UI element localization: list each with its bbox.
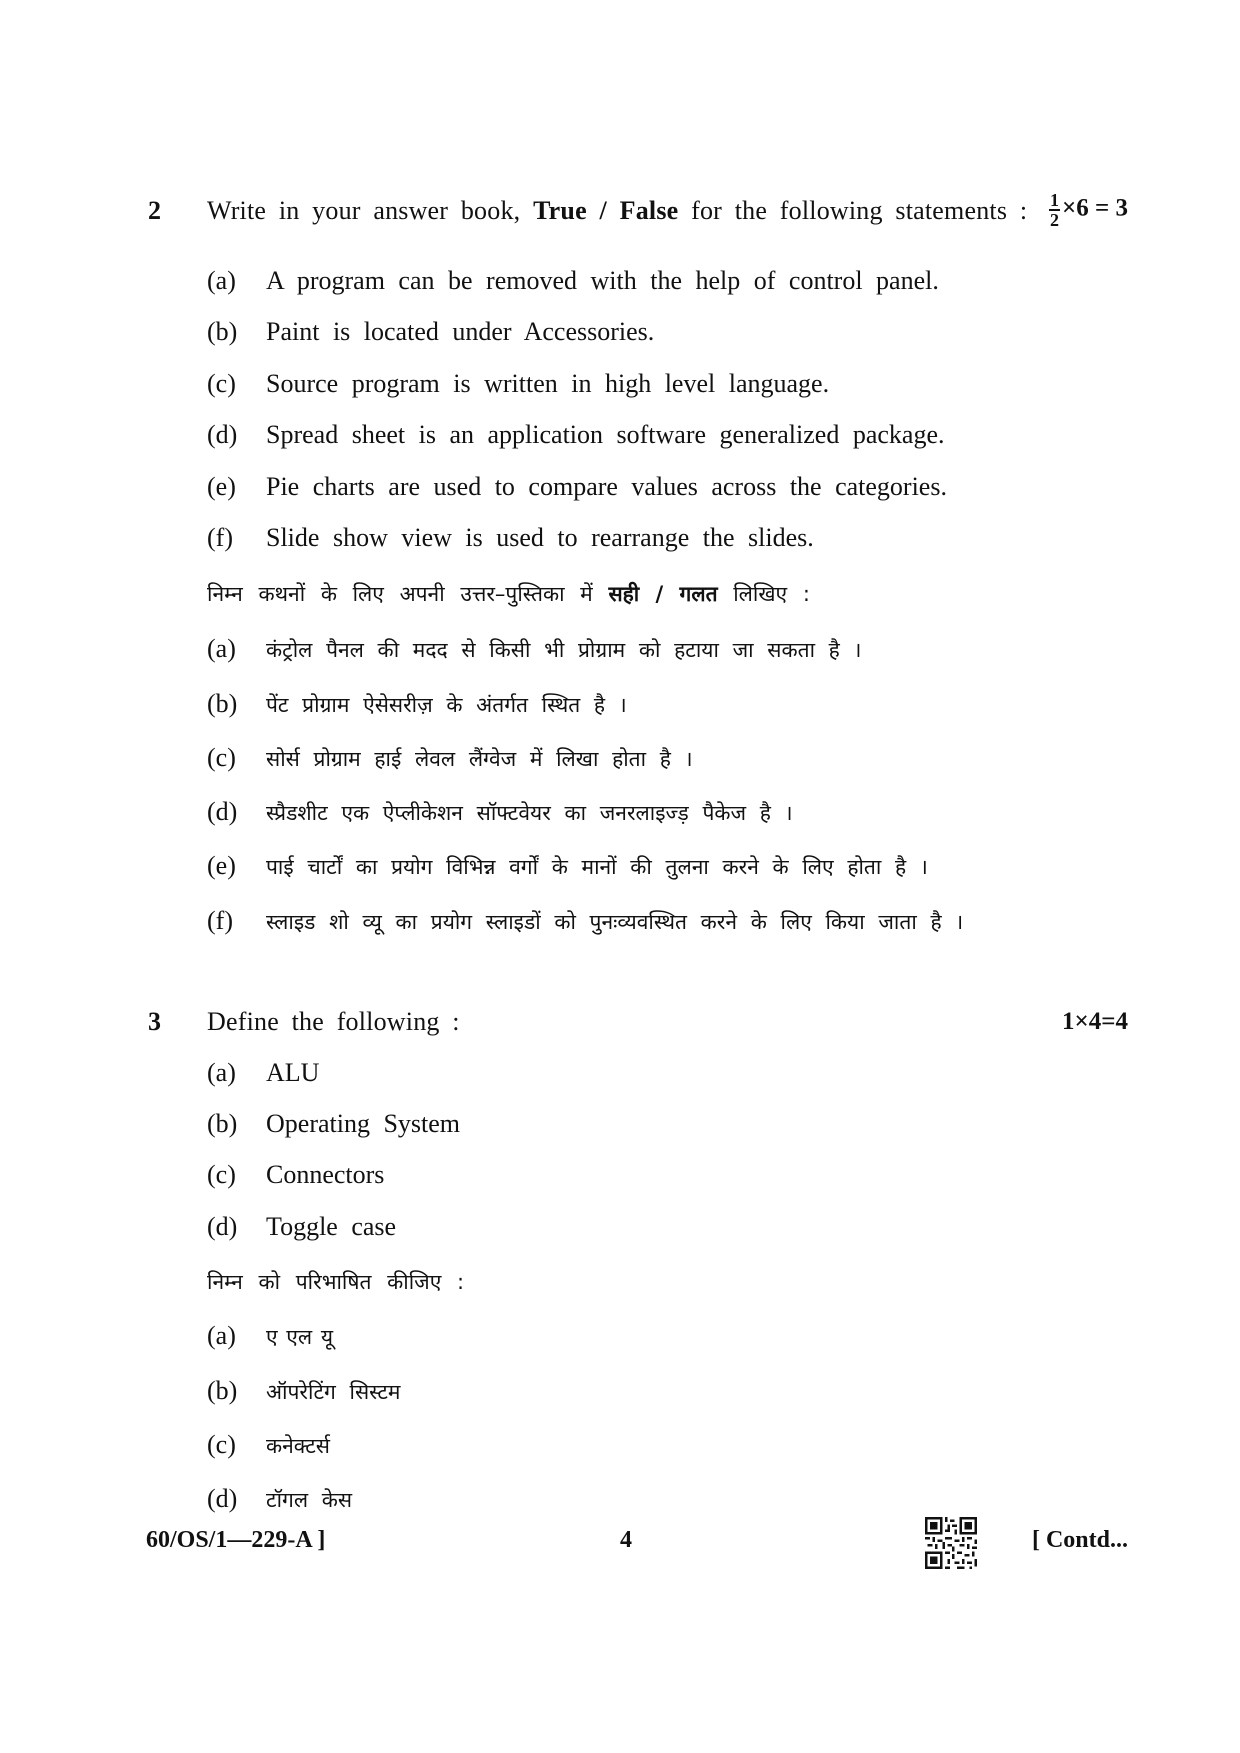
item-label: (b) xyxy=(207,1376,238,1405)
list-item xyxy=(207,266,939,300)
question-3-marks: 1×4=4 xyxy=(1062,1008,1128,1035)
item-text: Source program is written in high level language. xyxy=(266,369,830,398)
item-text: Pie charts are used to compare values across the categories. xyxy=(266,472,947,501)
qr-code-icon xyxy=(925,1517,977,1569)
item-label: (d) xyxy=(207,797,238,826)
list-item xyxy=(207,317,654,351)
list-item xyxy=(207,797,793,831)
list-item xyxy=(207,851,928,885)
item-text: सोर्स प्रोग्राम हाई लेवल लैंग्वेज में लिखा होता है । xyxy=(266,747,693,771)
item-label: (f) xyxy=(207,523,233,552)
item-text: ए एल यू xyxy=(266,1325,333,1349)
item-label: (c) xyxy=(207,1160,236,1189)
question-2-prompt-bold: True / False xyxy=(533,196,679,225)
item-label: (e) xyxy=(207,851,236,880)
list-item xyxy=(207,1430,330,1464)
question-2-prompt-pre: Write in your answer book, xyxy=(207,196,521,225)
item-label: (d) xyxy=(207,420,238,449)
item-text: Paint is located under Accessories. xyxy=(266,317,655,346)
list-item xyxy=(207,634,861,668)
item-text: टॉगल केस xyxy=(266,1488,353,1512)
question-3-prompt: Define the following : xyxy=(207,1007,460,1036)
question-2-prompt-post: for the following statements : xyxy=(691,196,1028,225)
marks-fraction-denominator: 2 xyxy=(1050,210,1059,230)
hindi-prompt-pre: निम्न कथनों के लिए अपनी उत्तर–पुस्तिका में xyxy=(207,582,593,606)
item-text: Spread sheet is an application software generalized package. xyxy=(266,420,945,449)
item-text: Toggle case xyxy=(266,1212,397,1241)
item-label: (d) xyxy=(207,1212,238,1241)
item-text: स्प्रैडशीट एक ऐप्लीकेशन सॉफ्टवेयर का जनरलाइज्ड़ पैकेज है । xyxy=(266,801,793,825)
page-number: 4 xyxy=(620,1527,632,1553)
list-item xyxy=(207,420,945,454)
item-text: A program can be removed with the help of control panel. xyxy=(266,266,939,295)
list-item xyxy=(207,472,947,506)
list-item xyxy=(207,1321,333,1355)
list-item xyxy=(207,1484,352,1518)
item-label: (c) xyxy=(207,1430,236,1459)
item-text: Connectors xyxy=(266,1160,385,1189)
continued-marker: [ Contd... xyxy=(1031,1527,1128,1553)
item-text: Slide show view is used to rearrange the slides. xyxy=(266,523,814,552)
question-2-hindi-prompt xyxy=(207,580,810,608)
item-label: (b) xyxy=(207,317,238,346)
question-3-hindi-prompt: निम्न को परिभाषित कीजिए : xyxy=(207,1270,465,1294)
list-item xyxy=(207,743,693,777)
item-label: (c) xyxy=(207,743,236,772)
list-item xyxy=(207,689,627,723)
item-label: (c) xyxy=(207,369,236,398)
question-3-number: 3 xyxy=(148,1007,161,1036)
item-text: कंट्रोल पैनल की मदद से किसी भी प्रोग्राम को हटाया जा सकता है । xyxy=(266,638,862,662)
list-item xyxy=(207,1212,396,1246)
list-item xyxy=(207,1109,460,1143)
marks-fraction xyxy=(1049,191,1060,229)
item-text: ऑपरेटिंग सिस्टम xyxy=(266,1380,401,1404)
list-item xyxy=(207,523,814,557)
item-text: Operating System xyxy=(266,1109,461,1138)
item-label: (a) xyxy=(207,266,236,295)
item-label: (d) xyxy=(207,1484,238,1513)
hindi-prompt-post: लिखिए : xyxy=(733,582,810,606)
item-label: (b) xyxy=(207,689,238,718)
item-text: ALU xyxy=(266,1058,320,1087)
item-text: स्लाइड शो व्यू का प्रयोग स्लाइडों को पुनःव्यवस्थित करने के लिए किया जाता है । xyxy=(266,910,964,934)
item-label: (b) xyxy=(207,1109,238,1138)
paper-code: 60/OS/1—229-A ] xyxy=(146,1527,326,1553)
list-item xyxy=(207,1160,384,1194)
item-text: पेंट प्रोग्राम ऐसेसरीज़ के अंतर्गत स्थित है । xyxy=(266,693,627,717)
item-label: (a) xyxy=(207,1321,236,1350)
item-text: पाई चार्टों का प्रयोग विभिन्न वर्गों के मानों की तुलना करने के लिए होता है । xyxy=(266,855,928,879)
item-label: (f) xyxy=(207,906,233,935)
question-2-number: 2 xyxy=(148,196,161,225)
question-2-marks xyxy=(1049,191,1128,229)
hindi-prompt-bold: सही / गलत xyxy=(608,582,718,606)
marks-rest: ×6 = 3 xyxy=(1062,194,1128,222)
list-item xyxy=(207,1058,319,1092)
list-item xyxy=(207,369,829,403)
item-label: (a) xyxy=(207,1058,236,1087)
item-label: (a) xyxy=(207,634,236,663)
item-text: कनेक्टर्स xyxy=(266,1434,331,1458)
list-item xyxy=(207,906,963,940)
marks-fraction-numerator: 1 xyxy=(1050,190,1059,210)
item-label: (e) xyxy=(207,472,236,501)
question-2-prompt xyxy=(207,196,1027,226)
list-item xyxy=(207,1376,400,1410)
